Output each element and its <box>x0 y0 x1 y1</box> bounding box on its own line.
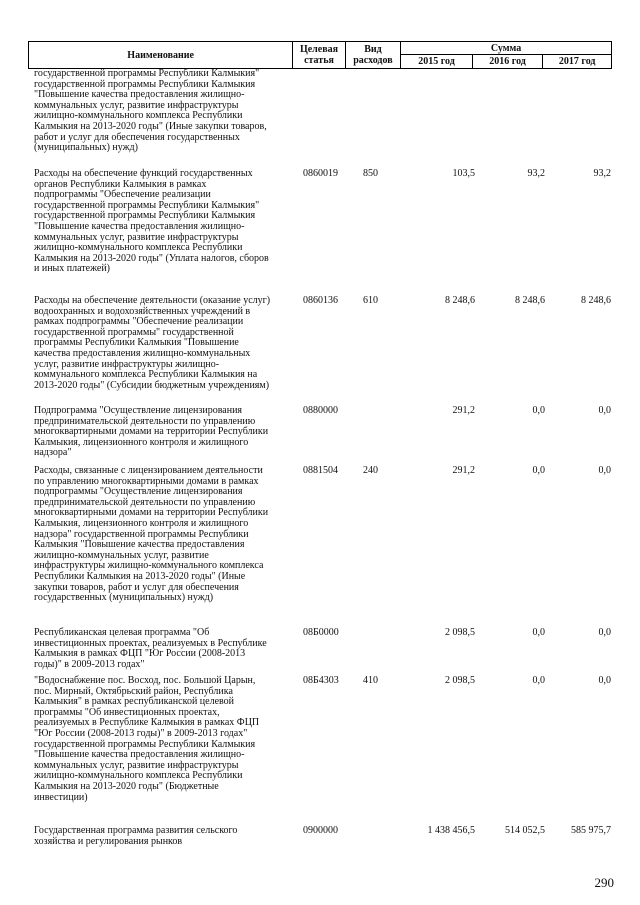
row-sum-2015: 1 438 456,5 <box>427 825 475 836</box>
table-row <box>28 676 612 826</box>
row-target: 08Б0000 <box>303 627 339 638</box>
row-name: Подпрограмма "Осуществление лицензирования предпринимательской деятельности по управлению многоквартирными домами на территории Республики Калмыкия, лицензионного контроля и жилищного надзора" <box>34 405 269 459</box>
row-sum-2017: 0,0 <box>598 405 611 416</box>
row-sum-2016: 8 248,6 <box>515 295 545 306</box>
row-sum-2017: 93,2 <box>593 168 611 179</box>
row-sum-2015: 8 248,6 <box>445 295 475 306</box>
row-sum-2015: 2 098,5 <box>445 675 475 686</box>
table-row <box>28 628 612 676</box>
row-sum-2016 <box>475 69 545 169</box>
row-sum-2016: 93,2 <box>527 168 545 179</box>
row-target: 0860019 <box>303 168 338 179</box>
row-kind <box>343 628 398 676</box>
header-sum: Сумма <box>401 42 612 55</box>
row-target: 0860136 <box>303 295 338 306</box>
row-sum-2016: 514 052,5 <box>505 825 545 836</box>
row-name: государственной программы Республики Калмыкия" государственной программы Республики Калмыкия "Повышение качества предоставления жилищно- коммунальных услуг, развитие инфраструктуры жилищно-коммунального комплекса Республики Калмыкия на 2013-2020 годы" (Иные закупки товаров, работ и услуг для обеспечения государственных (муниципальных) нужд) <box>34 68 267 154</box>
row-kind: 850 <box>363 168 378 179</box>
table-row <box>28 406 612 466</box>
row-sum-2017: 0,0 <box>598 627 611 638</box>
row-kind: 610 <box>363 295 378 306</box>
header-name: Наименование <box>29 42 293 69</box>
page-number: 290 <box>594 875 614 890</box>
row-kind <box>343 826 398 850</box>
header-year-2015: 2015 год <box>401 55 473 69</box>
row-sum-2016: 0,0 <box>532 675 545 686</box>
row-target <box>291 69 343 169</box>
row-sum-2016: 0,0 <box>532 627 545 638</box>
row-kind: 240 <box>363 465 378 476</box>
row-sum-2017: 0,0 <box>598 465 611 476</box>
header-year-2017: 2017 год <box>543 55 612 69</box>
row-name: Расходы на обеспечение функций государственных органов Республики Калмыкия в рамках подпрограммы "Обеспечение реализации государственной программы Республики Калмыкия" государственной программы Республики Калмыкия "Повышение качества предоставления жилищно- коммунальных услуг, развитие инфраструктуры жилищно-коммунального комплекса Республики Калмыкия на 2013-2020 годы" (Уплата налогов, сборов и иных платежей) <box>34 168 269 275</box>
table-body <box>28 69 612 850</box>
table-row <box>28 466 612 628</box>
row-kind <box>343 69 398 169</box>
row-name: Расходы, связанные с лицензированием деятельности по управлению многоквартирными домами в рамках подпрограммы "Осуществление лицензирования предпринимательской деятельности по управлению многоквартирными домами на территории Республики Калмыкия, лицензионного контроля и жилищного надзора" государственной программы Республики Калмыкия "Повышение качества предоставления жилищно-коммунальных услуг, развитие инфраструктуры жилищно-коммунального комплекса Республики Калмыкия на 2013-2020 годы" (Иные закупки товаров, работ и услуг для обеспечения государственных (муниципальных) нужд) <box>34 465 269 604</box>
table-header <box>28 41 612 69</box>
row-name: Республиканская целевая программа "Об инвестиционных проектах, реализуемых в Республике Калмыкия в рамках ФЦП "Юг России (2008-2013 годы)" в 2009-2013 годах" <box>34 627 267 670</box>
row-target: 08Б4303 <box>303 675 339 686</box>
row-sum-2016: 0,0 <box>532 405 545 416</box>
table-row <box>28 826 612 850</box>
row-kind: 410 <box>363 675 378 686</box>
table-row <box>28 169 612 296</box>
row-target: 0880000 <box>303 405 338 416</box>
row-sum-2017: 585 975,7 <box>571 825 611 836</box>
header-year-2016: 2016 год <box>472 55 543 69</box>
row-sum-2015: 2 098,5 <box>445 627 475 638</box>
row-sum-2017 <box>545 69 611 169</box>
row-sum-2015 <box>398 69 475 169</box>
row-sum-2017: 0,0 <box>598 675 611 686</box>
header-kind: Вид расходов <box>345 42 400 69</box>
table-row <box>28 296 612 406</box>
row-kind <box>343 406 398 466</box>
row-sum-2015: 291,2 <box>452 465 475 476</box>
table-row <box>28 69 612 169</box>
row-sum-2015: 103,5 <box>452 168 475 179</box>
row-sum-2015: 291,2 <box>452 405 475 416</box>
row-sum-2017: 8 248,6 <box>581 295 611 306</box>
row-target: 0881504 <box>303 465 338 476</box>
row-name: "Водоснабжение пос. Восход, пос. Большой Царын, пос. Мирный, Октябрьский район, Республика Калмыкия" в рамках республиканской целевой программы "Об инвестиционных проектах, реализуемых в Республике Калмыкия в рамках ФЦП "Юг России (2008-2013 годы)" в 2009-2013 годах" государственной программы Республики Калмыкия "Повышение качества предоставления жилищно- коммунальных услуг, развитие инфраструктуры жилищно-коммунального комплекса Республики Калмыкия на 2013-2020 годы" (Бюджетные инвестиции) <box>34 675 260 803</box>
row-sum-2016: 0,0 <box>532 465 545 476</box>
header-target: Целевая статья <box>293 42 345 69</box>
row-target: 0900000 <box>303 825 338 836</box>
row-name: Расходы на обеспечение деятельности (оказание услуг) водоохранных и водохозяйственных учреждений в рамках подпрограммы "Обеспечение реализации государственной программы" государственной программы Республики Калмыкия "Повышение качества предоставления жилищно-коммунальных услуг, развитие инфраструктуры жилищно- коммунального комплекса Республики Калмыкия на 2013-2020 годы" (Субсидии бюджетным учреждениям) <box>34 295 271 391</box>
row-name: Государственная программа развития сельского хозяйства и регулирования рынков <box>34 825 238 847</box>
